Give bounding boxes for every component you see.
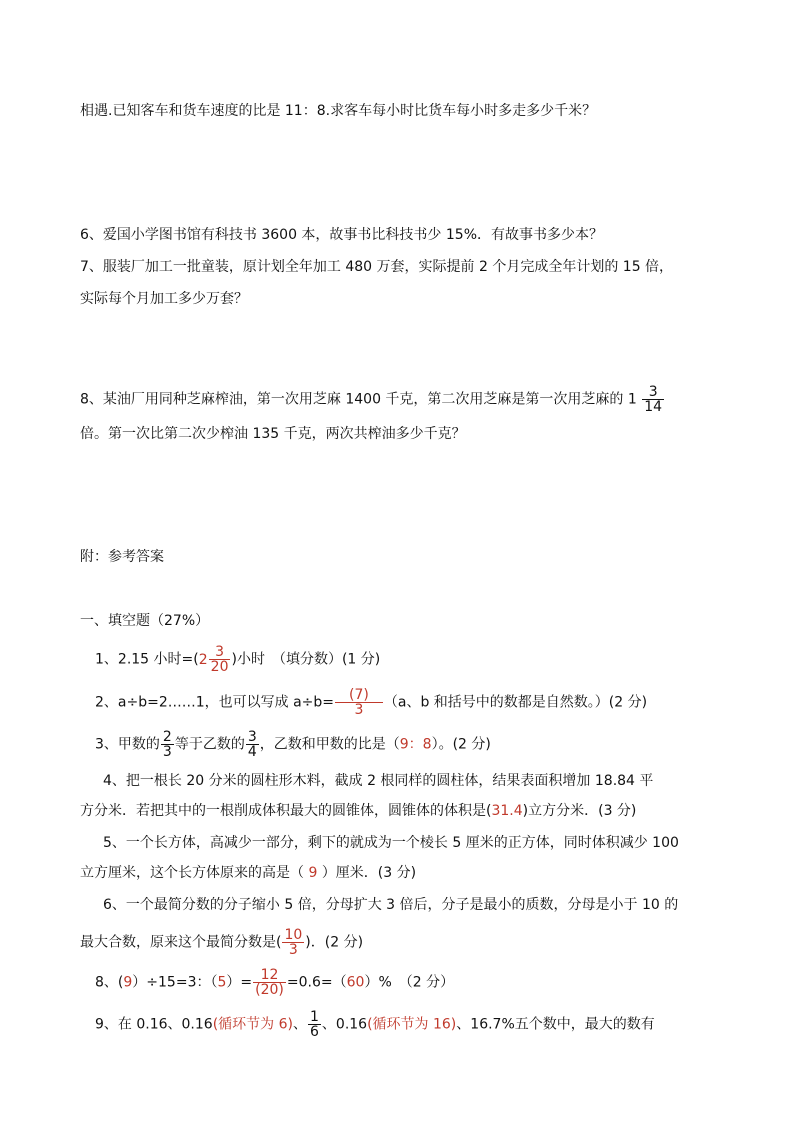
fraction-numerator: (7) [335, 688, 383, 703]
problem-6: 6、爱国小学图书馆有科技书 3600 本，故事书比科技书少 15%．有故事书多少本？ [80, 227, 604, 243]
answer-4-line1: 4、把一根长 20 分米的圆柱形木料，截成 2 根同样的圆柱体，结果表面积增加 18.84 平 [103, 773, 654, 789]
answer-8-value-3: 60 [346, 974, 365, 991]
fraction-numerator: 2 [162, 729, 172, 745]
answer-2-suffix: （a、b 和括号中的数都是自然数。）(2 分) [383, 694, 648, 711]
answer-1-suffix: )小时 （填分数）(1 分) [231, 651, 381, 668]
answer-5-value: 9 [304, 865, 322, 881]
answer-9-text-3: 、0.16 [321, 1016, 368, 1033]
answer-3 [95, 730, 491, 759]
answer-9-text-2: 、 [292, 1016, 307, 1033]
answer-3-fraction-1 [161, 730, 174, 759]
fraction-denominator: 4 [247, 744, 257, 760]
answer-9-text-4: 、16.7%五个数中，最大的数有 [456, 1016, 655, 1033]
problem-8-fraction [642, 385, 664, 414]
answer-5-suffix: ）厘米．(3 分) [321, 865, 417, 881]
fraction-numerator: 12 [253, 968, 286, 983]
answer-3-value: 9：8 [399, 736, 432, 753]
answer-3-suffix: ）。(2 分) [431, 736, 491, 753]
answer-1-value [198, 644, 232, 675]
fraction-numerator: 1 [309, 1009, 319, 1025]
section-1-title: 一、填空题（27%） [80, 613, 210, 629]
answer-8-value-2: 5 [217, 974, 227, 991]
fraction-numerator: 10 [284, 927, 303, 943]
answer-9 [95, 1010, 655, 1039]
answer-6-suffix: )．(2 分) [305, 934, 364, 951]
problem-7-line2: 实际每个月加工多少万套？ [80, 291, 248, 307]
answer-5-prefix: 立方厘米，这个长方体原来的高是（ [80, 865, 304, 881]
answer-8-text-2: ）÷15=3：（ [132, 974, 218, 991]
problem-8-text: 8、某油厂用同种芝麻榨油，第一次用芝麻 1400 千克，第二次用芝麻是第一次用芝麻的 1 [80, 391, 637, 408]
fraction-denominator: 20 [210, 659, 229, 675]
fraction-numerator: 3 [642, 385, 664, 400]
answer-4-prefix: 方分米．若把其中的一根削成体积最大的圆锥体，圆锥体的体积是( [80, 803, 492, 819]
fraction-numerator: 3 [209, 645, 231, 660]
problem-5-continuation: 相遇.已知客车和货车速度的比是 11：8.求客车每小时比货车每小时多走多少千米？ [80, 103, 597, 119]
answer-2 [95, 688, 647, 717]
answer-3-mid: 等于乙数的 [174, 736, 245, 753]
answer-8-text-3: ）= [226, 974, 253, 991]
answer-9-repeat-2: (循环节为 16) [367, 1016, 457, 1033]
answer-1 [95, 645, 380, 674]
answer-8-text-1: 8、( [95, 974, 124, 991]
answer-6-fraction [282, 928, 304, 957]
fraction-denominator: 6 [309, 1024, 319, 1040]
answer-6-line2 [80, 928, 363, 957]
answer-6-line1: 6、一个最简分数的分子缩小 5 倍，分母扩大 3 倍后，分子是最小的质数，分母是小于 10 的 [103, 897, 679, 913]
answers-heading: 附：参考答案 [80, 549, 164, 565]
fraction-denominator: 3 [354, 702, 364, 718]
problem-7-line1: 7、服装厂加工一批童装，原计划全年加工 480 万套，实际提前 2 个月完成全年计划的 15 倍， [80, 259, 674, 275]
answer-5-line1: 5、一个长方体，高减少一部分，剩下的就成为一个棱长 5 厘米的正方体，同时体积减少 100 [103, 835, 679, 851]
problem-8-line2: 倍。第一次比第二次少榨油 135 千克，两次共榨油多少千克？ [80, 426, 466, 442]
fraction-numerator: 3 [247, 729, 257, 745]
answer-8-text-5: ）% （2 分） [364, 974, 455, 991]
answer-8-value-1: 9 [123, 974, 133, 991]
answer-3-after: ，乙数和甲数的比是（ [259, 736, 400, 753]
answer-4-line2 [80, 800, 636, 822]
answer-4-suffix: )立方分米．(3 分) [522, 803, 637, 819]
answer-2-prefix: 2、a÷b=2……1，也可以写成 a÷b= [95, 694, 335, 711]
answer-3-fraction-2 [246, 730, 259, 759]
fraction-denominator: 3 [162, 744, 172, 760]
answer-8-text-4: =0.6=（ [286, 974, 347, 991]
answer-5-line2 [80, 862, 416, 884]
fraction-denominator: 3 [288, 942, 298, 958]
answer-1-fraction [209, 645, 231, 674]
answer-9-fraction [308, 1010, 321, 1039]
answer-9-repeat-1: (循环节为 6) [212, 1016, 293, 1033]
answer-8 [95, 968, 454, 997]
answer-1-whole: 2 [198, 651, 208, 668]
answer-6-prefix: 最大合数，原来这个最简分数是( [80, 934, 282, 951]
answer-4-value: 31.4 [491, 803, 523, 819]
fraction-denominator: (20) [255, 982, 284, 998]
answer-8-fraction [253, 968, 286, 997]
answer-9-text-1: 9、在 0.16、0.16 [95, 1016, 213, 1033]
answer-2-fraction [335, 688, 383, 717]
answer-1-prefix: 1、2.15 小时=( [95, 651, 199, 668]
fraction-denominator: 14 [644, 399, 663, 415]
problem-8-line1 [80, 385, 665, 414]
answer-3-prefix: 3、甲数的 [95, 736, 160, 753]
